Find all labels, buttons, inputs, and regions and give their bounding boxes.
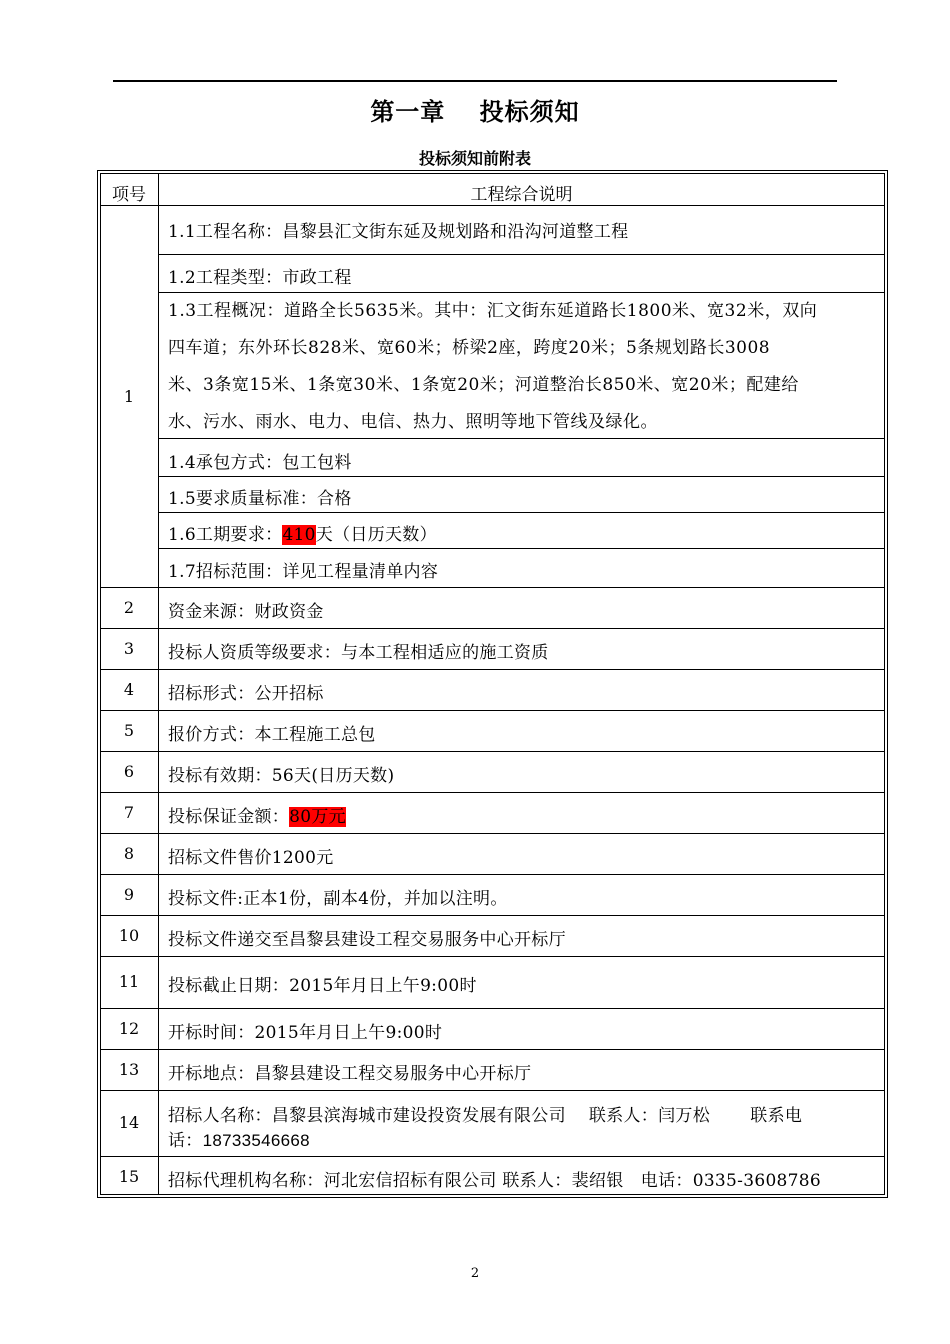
overview-line: 1.3工程概况：道路全长5635米。其中：汇文街东延道路长1800米、宽32米，双向 (168, 301, 818, 321)
item-number: 10 (118, 926, 140, 945)
qualification-requirement: 投标人资质等级要求：与本工程相适应的施工资质 (168, 643, 549, 663)
project-name: 1.1工程名称：昌黎县汇文街东延及规划路和沿沟河道整工程 (168, 222, 629, 242)
row-divider (100, 915, 885, 916)
bond-label: 投标保证金额： (168, 807, 290, 827)
row-divider (158, 254, 885, 255)
header-description: 工程综合说明 (470, 185, 573, 205)
item-number: 2 (123, 598, 135, 617)
row-divider (100, 874, 885, 875)
item-number: 14 (118, 1113, 140, 1132)
bid-document-copies: 投标文件:正本1份，副本4份，并加以注明。 (168, 889, 508, 909)
row-divider (100, 833, 885, 834)
row-divider (100, 587, 885, 588)
row-divider (100, 956, 885, 957)
project-overview (168, 293, 882, 441)
item-number: 11 (118, 972, 140, 991)
quality-standard: 1.5要求质量标准：合格 (168, 489, 352, 509)
quotation-method: 报价方式：本工程施工总包 (168, 725, 376, 745)
item-number: 5 (123, 721, 135, 740)
row-divider (100, 205, 885, 206)
row-divider (100, 751, 885, 752)
row-divider (100, 669, 885, 670)
overview-line: 水、污水、雨水、电力、电信、热力、照明等地下管线及绿化。 (168, 412, 658, 432)
item-number: 13 (118, 1060, 140, 1079)
funding-source: 资金来源：财政资金 (168, 602, 324, 622)
opening-time: 开标时间：2015年月日上午9:00时 (168, 1023, 443, 1043)
row-divider (158, 476, 885, 477)
tender-form: 招标形式：公开招标 (168, 684, 324, 704)
opening-location: 开标地点：昌黎县建设工程交易服务中心开标厅 (168, 1064, 532, 1084)
item-number: 1 (123, 387, 135, 406)
row-divider (100, 1049, 885, 1050)
bond-amount-highlight: 80万元 (289, 807, 346, 827)
tenderer-phone (168, 1126, 880, 1151)
row-divider (100, 1090, 885, 1091)
bid-validity: 投标有效期：56天(日历天数) (168, 766, 395, 786)
table-title: 投标须知前附表 (418, 149, 531, 168)
row-divider (100, 628, 885, 629)
item-number: 7 (123, 803, 135, 822)
column-divider (158, 173, 159, 1195)
overview-line: 四车道；东外环长828米、宽60米；桥梁2座，跨度20米；5条规划路长3008 (168, 338, 771, 358)
row-divider (100, 1008, 885, 1009)
overview-line: 米、3条宽15米、1条宽30米、1条宽20米；河道整治长850米、宽20米；配建给 (168, 375, 799, 395)
period-value-highlight: 410 (282, 525, 316, 545)
item-number: 4 (123, 680, 135, 699)
item-number: 8 (123, 844, 135, 863)
construction-period (168, 520, 880, 545)
item-number: 15 (118, 1167, 140, 1186)
header-item-no: 项号 (112, 185, 146, 205)
phone-number: 18733546668 (202, 1131, 310, 1150)
item-number: 3 (123, 639, 135, 658)
tenderer-info: 招标人名称：昌黎县滨海城市建设投资发展有限公司 联系人：闫万松 联系电 (168, 1106, 803, 1126)
row-divider (158, 512, 885, 513)
submission-location: 投标文件递交至昌黎县建设工程交易服务中心开标厅 (168, 930, 566, 950)
period-unit: 天（日历天数） (315, 525, 437, 545)
row-divider (158, 548, 885, 549)
item-number: 12 (118, 1019, 140, 1038)
period-label: 1.6工期要求： (168, 525, 283, 545)
document-price: 招标文件售价1200元 (168, 848, 334, 868)
row-divider (100, 710, 885, 711)
bid-bond (168, 802, 880, 827)
project-type: 1.2工程类型：市政工程 (168, 268, 352, 288)
page-number: 2 (470, 1266, 480, 1281)
item-number: 6 (123, 762, 135, 781)
phone-label: 话： (168, 1131, 203, 1151)
row-divider (100, 1156, 885, 1157)
agency-info: 招标代理机构名称：河北宏信招标有限公司 联系人：裴绍银 电话：0335-3608786 (168, 1171, 822, 1191)
row-divider (100, 792, 885, 793)
bidding-scope: 1.7招标范围：详见工程量清单内容 (168, 562, 439, 582)
bid-deadline: 投标截止日期：2015年月日上午9:00时 (168, 976, 477, 996)
item-number: 9 (123, 885, 135, 904)
chapter-title: 第一章 投标须知 (370, 98, 580, 126)
header-rule (113, 80, 837, 82)
contract-method: 1.4承包方式：包工包料 (168, 453, 352, 473)
